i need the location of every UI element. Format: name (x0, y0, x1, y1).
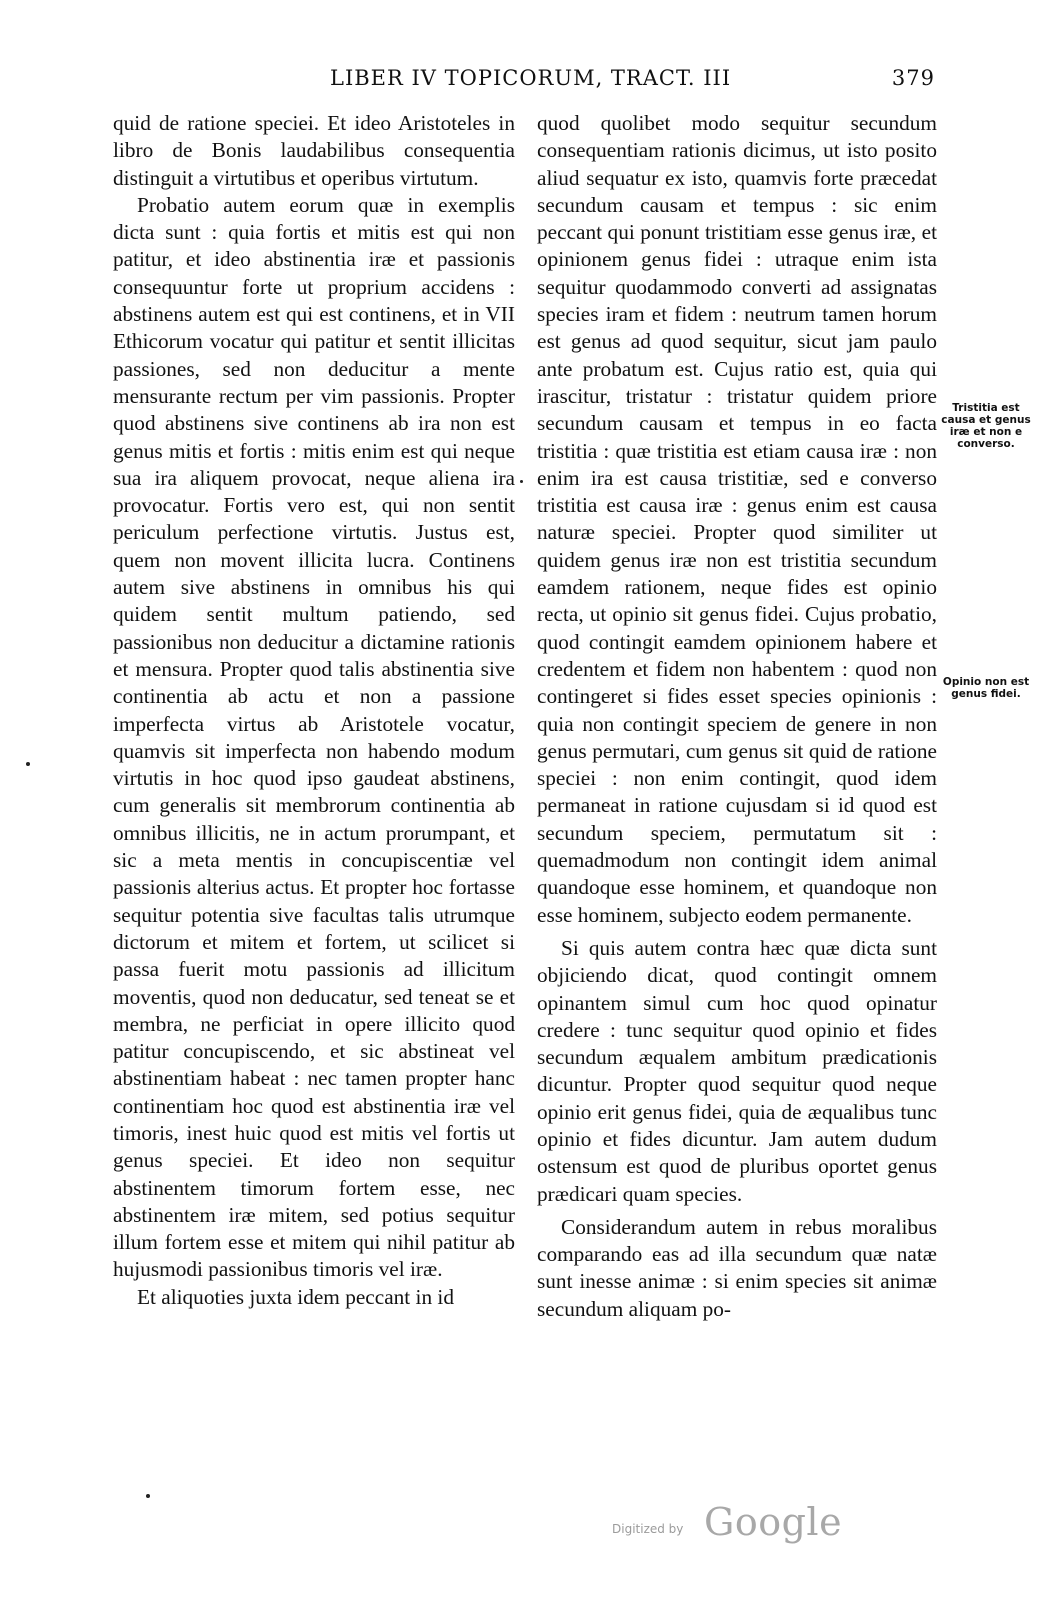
digitized-by-google-watermark (612, 1500, 842, 1548)
digitized-text: Digitized by (612, 1522, 684, 1536)
page-speck (146, 1494, 150, 1498)
margin-note-tristitia: Tristitia est causa et genus iræ et non e converso. (941, 402, 1031, 450)
left-paragraph-1: quid de ratione speciei. Et ideo Aristoteles in libro de Bonis laudabilibus consequentia distinguit a virtutibus et operibus virtutum. (113, 111, 515, 190)
right-column (537, 110, 937, 1323)
left-paragraph-3: Et aliquoties juxta idem peccant in id (137, 1284, 454, 1309)
google-logo: Google (704, 1500, 843, 1544)
left-column (113, 110, 515, 1311)
margin-note-opinio: Opinio non est genus fidei. (942, 676, 1030, 700)
running-title: LIBER IV TOPICORUM, TRACT. III (330, 66, 732, 90)
page-speck (520, 480, 523, 483)
left-paragraph-2: Probatio autem eorum quæ in exemplis dicta sunt : quia fortis et mitis est qui non patitur, et ideo abstinentia iræ et passionis consequuntur forte ut proprium accidens : abstinens autem est qui est continens, et in VII Ethicorum vocatur qui patitur et sentit illicitas passiones, sed non deducitur a mente mensurante rectum per vim passionis. Propter quod abstinens sive continens ab ira non est genus mitis et fortis : mitis enim est qui neque sua ira aliquem provocat, neque aliena ira provocatur. Fortis vero est, qui non sentit periculum perfectione virtutis. Justus est, quem non movent illicita lucra. Continens autem sive abstinens in omnibus his qui quidem sentit multum patiendo, sed passionibus non deducitur a dictamine rationis et mensura. Propter quod talis abstinentia sive continentia ab actu et non a passione imperfecta virtus ab Aristotele vocatur, quamvis sit imperfecta non habendo modum virtutis in hoc quod ipso gaudeat abstinens, cum generalis sit membrorum continentia ab omnibus illicitis, ne in actum prorumpant, et sic a meta mentis in concupiscentiæ vel passionis alterius actus. Et propter hoc fortasse sequitur potentia sive facultas talis utrumque dictorum et mitem et fortem, ut scilicet si passa fuerit motu passionis ad illicitum moventis, quod non deducatur, sed teneat se et membra, ne perficiat in opere illicito quod patitur concupiscendo, et sic abstineat vel abstinentiam habeat : nec tamen propter hanc continentiam hoc quod est abstinentia iræ vel timoris, inest huic quod est mitis vel fortis ut genus speciei. Et ideo non sequitur abstinentem timorum fortem esse, nec abstinentem iræ mitem, sed potius sequitur illum fortem esse et mitem qui nihil patitur ab hujusmodi passionibus timoris vel iræ. (113, 192, 515, 1282)
right-paragraph-3: Considerandum autem in rebus moralibus comparando eas ad illa secundum quæ natæ sunt inesse animæ : si enim species sit animæ secundum aliquam po- (537, 1214, 937, 1321)
page-number: 379 (891, 66, 935, 90)
page-speck (26, 762, 30, 766)
right-paragraph-1: quod quolibet modo sequitur secundum consequentiam rationis dicimus, ut isto posito aliud sequatur ex isto, quamvis forte præcedat secundum causam et tempus : sic enim peccant qui ponunt tristitiam esse genus iræ, et opinionem genus fidei : utraque enim ista sequitur quodammodo converti ad assignatas species iram et fidem : neutrum tamen horum est genus ad quod sequitur, sicut jam paulo ante probatum est. Cujus ratio est, quia qui irascitur, tristatur : tristatur quidem priore secundum causam et tempus in eo facta tristitia : quæ tristitia est etiam causa iræ : non enim ira est causa tristitiæ, sed e converso tristitia est causa iræ : genus enim est causa naturæ speciei. Propter quod similiter ut quidem genus iræ non est tristitia secundum eamdem rationem, neque fides est opinio recta, ut opinio sit genus fidei. Cujus probatio, quod contingit eamdem opinionem habere et credentem et fidem non habentem : quod non contingeret si fides esset species opinionis : quia non contingit speciem de genere in non genus permutari, cum genus sit quid de ratione speciei : non enim contingit, quod idem permaneat in ratione cujusdam si id quod est secundum speciem, permutatum sit : quemadmodum non contingit idem animal quandoque esse hominem, et quandoque non esse hominem, subjecto eodem permanente. (537, 111, 937, 927)
right-paragraph-2: Si quis autem contra hæc quæ dicta sunt objiciendo dicat, quod contingit omnem opinantem simul cum hoc quod opinatur credere : tunc sequitur quod opinio et fides secundum æqualem ambitum prædicationis dicuntur. Propter quod sequitur quod neque opinio erit genus fidei, quia de æqualibus tunc opinio et fides dicuntur. Jam autem dudum ostensum est quod de pluribus oportet genus prædicari quam species. (537, 935, 937, 1206)
running-head (110, 62, 945, 96)
